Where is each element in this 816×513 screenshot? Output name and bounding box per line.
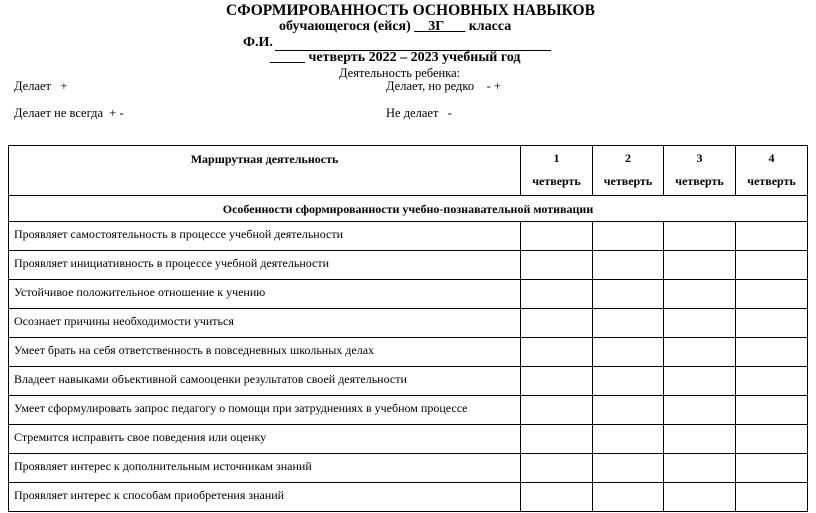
section-title: Особенности сформированности учебно-познавательной мотивации bbox=[9, 196, 808, 222]
cell-quarter-2[interactable] bbox=[593, 222, 664, 251]
cell-quarter-2[interactable] bbox=[593, 396, 664, 425]
cell-quarter-4[interactable] bbox=[736, 338, 808, 367]
column-header-activity: Маршрутная деятельность bbox=[9, 146, 521, 196]
cell-quarter-4[interactable] bbox=[736, 454, 808, 483]
row-label: Проявляет инициативность в процессе учебной деятельности bbox=[9, 251, 521, 280]
quarter-number: 3 bbox=[696, 151, 703, 165]
cell-quarter-2[interactable] bbox=[593, 367, 664, 396]
row-label: Проявляет самостоятельность в процессе учебной деятельности bbox=[9, 222, 521, 251]
quarter-word: четверть bbox=[747, 174, 796, 188]
legend-text: Делает не всегда bbox=[14, 106, 104, 120]
fio-label: Ф.И. bbox=[243, 35, 273, 50]
cell-quarter-3[interactable] bbox=[664, 396, 736, 425]
quarter-number: 1 bbox=[553, 151, 560, 165]
cell-quarter-2[interactable] bbox=[593, 454, 664, 483]
cell-quarter-3[interactable] bbox=[664, 280, 736, 309]
row-label: Владеет навыками объективной самооценки результатов своей деятельности bbox=[9, 367, 521, 396]
table-row bbox=[9, 251, 808, 280]
legend-mark: + - bbox=[109, 106, 124, 120]
legend-item-does bbox=[14, 80, 67, 93]
table-row bbox=[9, 425, 808, 454]
quarter-word: четверть bbox=[603, 174, 653, 188]
cell-quarter-1[interactable] bbox=[521, 425, 593, 454]
legend-mark: + bbox=[60, 79, 68, 93]
cell-quarter-1[interactable] bbox=[521, 280, 593, 309]
legend-item-not-always bbox=[14, 107, 124, 120]
legend-mark: - bbox=[447, 106, 452, 120]
row-label: Стремится исправить свое поведения или оценку bbox=[9, 425, 521, 454]
skills-table bbox=[8, 145, 808, 512]
cell-quarter-4[interactable] bbox=[736, 280, 808, 309]
table-row bbox=[9, 309, 808, 338]
cell-quarter-1[interactable] bbox=[521, 251, 593, 280]
class-label: класса bbox=[468, 19, 512, 34]
cell-quarter-4[interactable] bbox=[736, 309, 808, 338]
quarter-number: 4 bbox=[768, 151, 775, 165]
document-title: СФОРМИРОВАННОСТЬ ОСНОВНЫХ НАВЫКОВ bbox=[226, 2, 595, 19]
cell-quarter-4[interactable] bbox=[736, 222, 808, 251]
table-row bbox=[9, 222, 808, 251]
legend-item-does-not bbox=[386, 107, 452, 120]
row-label: Умеет брать на себя ответственность в повседневных школьных делах bbox=[9, 338, 521, 367]
cell-quarter-1[interactable] bbox=[521, 396, 593, 425]
cell-quarter-2[interactable] bbox=[593, 425, 664, 454]
cell-quarter-1[interactable] bbox=[521, 338, 593, 367]
cell-quarter-3[interactable] bbox=[664, 251, 736, 280]
table-row bbox=[9, 454, 808, 483]
cell-quarter-4[interactable] bbox=[736, 425, 808, 454]
cell-quarter-2[interactable] bbox=[593, 309, 664, 338]
cell-quarter-2[interactable] bbox=[593, 338, 664, 367]
cell-quarter-3[interactable] bbox=[664, 338, 736, 367]
legend-mark: - + bbox=[486, 79, 501, 93]
activity-label: Деятельность ребенка: bbox=[339, 66, 461, 80]
column-header-quarter-1 bbox=[521, 146, 593, 196]
cell-quarter-3[interactable] bbox=[664, 454, 736, 483]
cell-quarter-3[interactable] bbox=[664, 367, 736, 396]
cell-quarter-4[interactable] bbox=[736, 367, 808, 396]
cell-quarter-4[interactable] bbox=[736, 251, 808, 280]
row-label: Устойчивое положительное отношение к учению bbox=[9, 280, 521, 309]
cell-quarter-3[interactable] bbox=[664, 222, 736, 251]
table-header-row bbox=[9, 146, 808, 196]
student-label: обучающегося (ейся) bbox=[279, 19, 411, 34]
quarter-blank: _____ bbox=[270, 50, 305, 65]
table-row bbox=[9, 396, 808, 425]
column-header-quarter-4 bbox=[736, 146, 808, 196]
legend-item-rarely bbox=[386, 80, 501, 93]
cell-quarter-3[interactable] bbox=[664, 425, 736, 454]
cell-quarter-1[interactable] bbox=[521, 367, 593, 396]
student-line bbox=[279, 20, 511, 34]
cell-quarter-1[interactable] bbox=[521, 454, 593, 483]
quarter-number: 2 bbox=[625, 151, 631, 165]
row-label: Осознает причины необходимости учиться bbox=[9, 309, 521, 338]
table-row bbox=[9, 483, 808, 512]
legend-text: Не делает bbox=[386, 106, 439, 120]
table-row bbox=[9, 367, 808, 396]
cell-quarter-3[interactable] bbox=[664, 309, 736, 338]
quarter-line bbox=[270, 51, 521, 65]
table-row bbox=[9, 280, 808, 309]
section-row bbox=[9, 196, 808, 222]
column-header-quarter-3 bbox=[664, 146, 736, 196]
legend-text: Делает bbox=[14, 79, 52, 93]
legend-text: Делает, но редко bbox=[386, 79, 475, 93]
cell-quarter-4[interactable] bbox=[736, 396, 808, 425]
row-label: Проявляет интерес к способам приобретения знаний bbox=[9, 483, 521, 512]
cell-quarter-2[interactable] bbox=[593, 251, 664, 280]
cell-quarter-1[interactable] bbox=[521, 222, 593, 251]
class-value: __3Г___ bbox=[414, 19, 466, 34]
table-row bbox=[9, 338, 808, 367]
cell-quarter-2[interactable] bbox=[593, 483, 664, 512]
row-label: Проявляет интерес к дополнительным источникам знаний bbox=[9, 454, 521, 483]
row-label: Умеет сформулировать запрос педагогу о помощи при затруднениях в учебном процессе bbox=[9, 396, 521, 425]
quarter-text: четверть 2022 – 2023 учебный год bbox=[308, 50, 521, 65]
quarter-word: четверть bbox=[532, 174, 581, 188]
cell-quarter-3[interactable] bbox=[664, 483, 736, 512]
cell-quarter-2[interactable] bbox=[593, 280, 664, 309]
cell-quarter-1[interactable] bbox=[521, 309, 593, 338]
column-header-quarter-2 bbox=[593, 146, 664, 196]
cell-quarter-1[interactable] bbox=[521, 483, 593, 512]
cell-quarter-4[interactable] bbox=[736, 483, 808, 512]
quarter-word: четверть bbox=[675, 174, 724, 188]
